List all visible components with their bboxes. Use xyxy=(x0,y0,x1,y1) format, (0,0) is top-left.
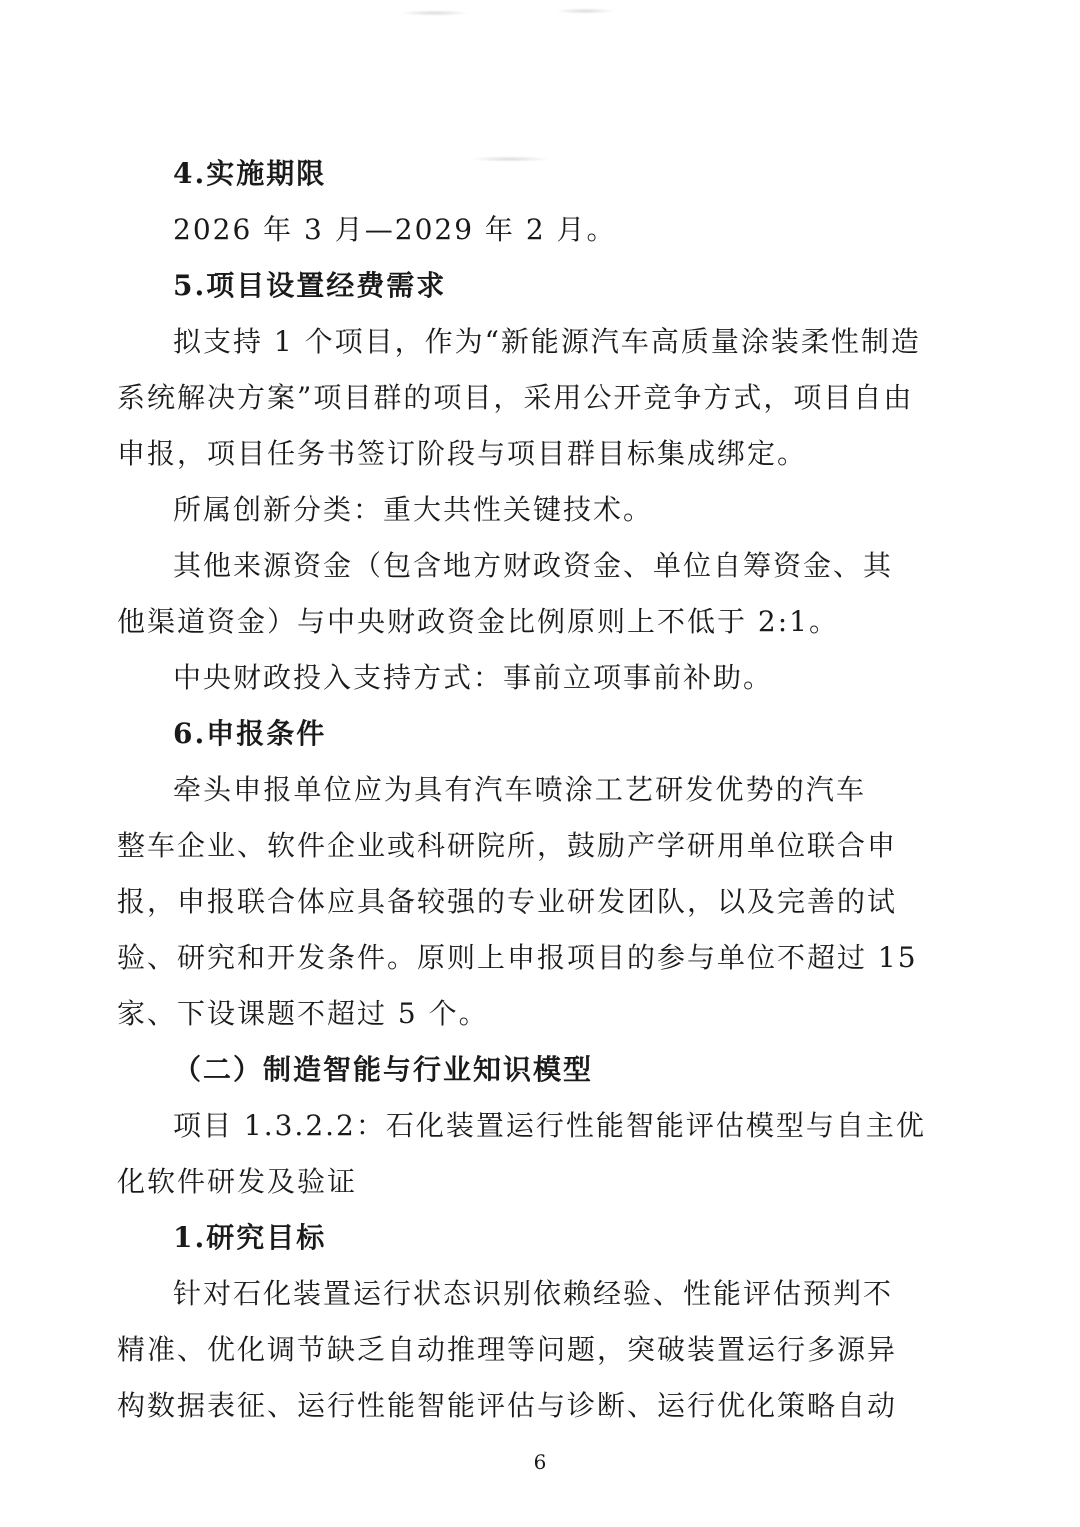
scan-artifact xyxy=(470,156,550,162)
paragraph-line: 牵头申报单位应为具有汽车喷涂工艺研发优势的汽车 xyxy=(173,773,866,806)
implementation-period: 2026 年 3 月—2029 年 2 月。 xyxy=(173,213,617,246)
paragraph-line: 精准、优化调节缺乏自动推理等问题，突破装置运行多源异 xyxy=(117,1333,898,1366)
innovation-category: 所属创新分类：重大共性关键技术。 xyxy=(173,493,654,526)
paragraph-line: 他渠道资金）与中央财政资金比例原则上不低于 2:1。 xyxy=(117,605,839,638)
paragraph-line: 报，申报联合体应具备较强的专业研发团队，以及完善的试 xyxy=(117,885,898,918)
paragraph-line: 其他来源资金（包含地方财政资金、单位自筹资金、其 xyxy=(173,549,894,582)
paragraph-line: 整车企业、软件企业或科研院所，鼓励产学研用单位联合申 xyxy=(117,829,898,862)
page-number: 6 xyxy=(533,1450,547,1474)
heading-implementation-period: 4.实施期限 xyxy=(173,157,327,190)
project-title-line: 项目 1.3.2.2：石化装置运行性能智能评估模型与自主优 xyxy=(173,1109,926,1142)
paragraph-line: 针对石化装置运行状态识别依赖经验、性能评估预判不 xyxy=(173,1277,894,1310)
scan-artifact xyxy=(400,10,470,16)
project-title-line: 化软件研发及验证 xyxy=(117,1165,358,1198)
heading-application-conditions: 6.申报条件 xyxy=(173,717,327,750)
paragraph-line: 系统解决方案”项目群的项目，采用公开竞争方式，项目自由 xyxy=(117,381,914,414)
paragraph-line: 构数据表征、运行性能智能评估与诊断、运行优化策略自动 xyxy=(117,1389,898,1422)
heading-project-funding: 5.项目设置经费需求 xyxy=(173,269,447,302)
paragraph-line: 验、研究和开发条件。原则上申报项目的参与单位不超过 15 xyxy=(117,941,918,974)
paragraph-line: 家、下设课题不超过 5 个。 xyxy=(117,997,489,1030)
heading-research-goal: 1.研究目标 xyxy=(173,1221,327,1254)
paragraph-line: 拟支持 1 个项目，作为“新能源汽车高质量涂装柔性制造 xyxy=(173,325,921,358)
paragraph-line: 申报，项目任务书签订阶段与项目群目标集成绑定。 xyxy=(117,437,808,470)
section-heading: （二）制造智能与行业知识模型 xyxy=(173,1053,594,1086)
support-method: 中央财政投入支持方式：事前立项事前补助。 xyxy=(173,661,774,694)
scan-artifact xyxy=(555,8,615,14)
